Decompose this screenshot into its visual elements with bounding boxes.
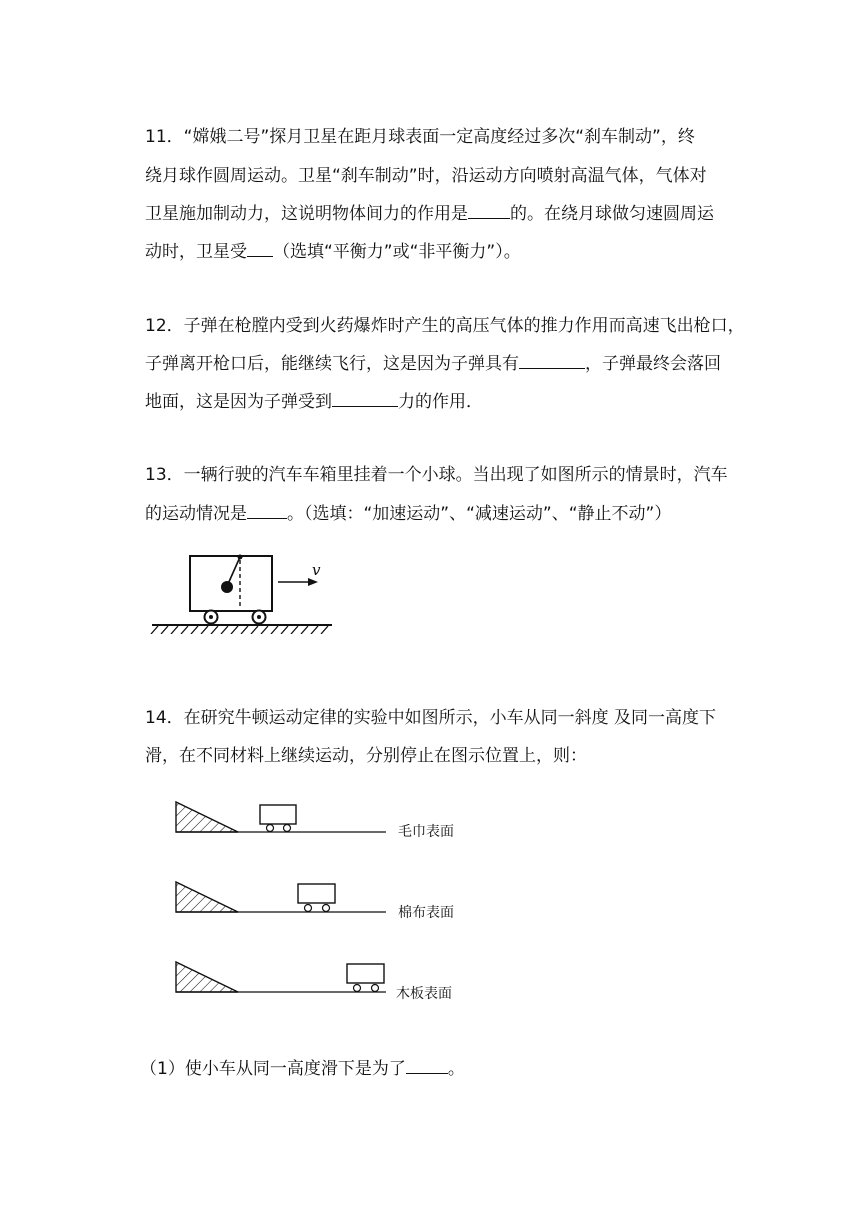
cart <box>260 805 296 824</box>
q11-line-4-text-a: 动时，卫星受 <box>145 242 247 262</box>
q13-line-2-text-b: 。（选填：“加速运动”、“减速运动”、“静止不动”） <box>287 504 672 524</box>
q12-line-3-text-b: 力的作用． <box>398 392 483 412</box>
q12-answer-blank-1[interactable] <box>519 352 585 369</box>
q14-sub-1-text-b: 。 <box>447 1059 465 1079</box>
velocity-label: v <box>312 561 321 579</box>
q12-answer-blank-2[interactable] <box>332 390 398 407</box>
car-pendulum-figure <box>148 548 338 634</box>
ramp <box>176 882 238 912</box>
incline-figure-wood <box>172 960 392 996</box>
q11-answer-blank-1[interactable] <box>468 202 510 219</box>
ramp <box>176 962 238 992</box>
q11-line-4-text-b: （选填“平衡力”或“非平衡力”）。 <box>273 242 521 262</box>
cart <box>347 964 384 983</box>
q14-sub-1-text-a: （1）使小车从同一高度滑下是为了 <box>140 1059 406 1079</box>
cart-wheel <box>267 825 274 832</box>
q14-line-2: 滑，在不同材料上继续运动，分别停止在图示位置上，则： <box>145 746 587 766</box>
q12-line-1: 12．子弹在枪膛内受到火药爆炸时产生的高压气体的推力作用而高速飞出枪口， <box>145 316 745 336</box>
q12-line-3-text-a: 地面，这是因为子弹受到 <box>145 392 332 412</box>
q14-line-1: 14．在研究牛顿运动定律的实验中如图所示，小车从同一斜度 及同一高度下 <box>145 708 717 728</box>
surface-label-towel: 毛巾表面 <box>398 824 454 840</box>
q11-line-4 <box>145 240 521 264</box>
pendulum-ball <box>221 581 233 593</box>
cart-wheel <box>354 985 361 992</box>
cart-wheel <box>372 985 379 992</box>
q13-line-2-text-a: 的运动情况是 <box>145 504 247 524</box>
surface-label-cotton: 棉布表面 <box>398 905 454 921</box>
q11-answer-blank-2[interactable] <box>247 240 273 257</box>
q12-line-2-text-b: ，子弹最终会落回 <box>585 354 721 374</box>
q11-line-3 <box>145 202 714 226</box>
q14-sub-1 <box>140 1057 465 1081</box>
q13-line-2 <box>145 502 671 526</box>
incline-figure-cotton <box>172 880 392 916</box>
velocity-arrowhead <box>308 578 318 586</box>
q13-line-1: 13．一辆行驶的汽车车箱里挂着一个小球。当出现了如图所示的情景时，汽车 <box>145 465 728 485</box>
q11-line-2: 绕月球作圆周运动。卫星“刹车制动”时，沿运动方向喷射高温气体，气体对 <box>145 166 707 186</box>
q12-line-2-text-a: 子弹离开枪口后，能继续飞行，这是因为子弹具有 <box>145 354 519 374</box>
q12-line-2 <box>145 352 721 376</box>
ground-hatching <box>151 626 328 634</box>
cart-wheel <box>323 905 330 912</box>
q11-line-3-text-b: 的。在绕月球做匀速圆周运 <box>510 204 714 224</box>
incline-figure-towel <box>172 800 392 836</box>
ramp <box>176 802 238 832</box>
q11-line-3-text-a: 卫星施加制动力，这说明物体间力的作用是 <box>145 204 468 224</box>
surface-label-wood: 木板表面 <box>396 986 452 1002</box>
cart-wheel <box>284 825 291 832</box>
pendulum-string <box>228 557 240 584</box>
cart <box>298 884 335 903</box>
q11-line-1: 11．“嫦娥二号”探月卫星在距月球表面一定高度经过多次“刹车制动”，终 <box>145 127 695 147</box>
q13-answer-blank[interactable] <box>247 502 287 519</box>
cart-wheel <box>305 905 312 912</box>
q14-sub-1-answer-blank[interactable] <box>406 1057 448 1074</box>
q12-line-3 <box>145 390 483 414</box>
